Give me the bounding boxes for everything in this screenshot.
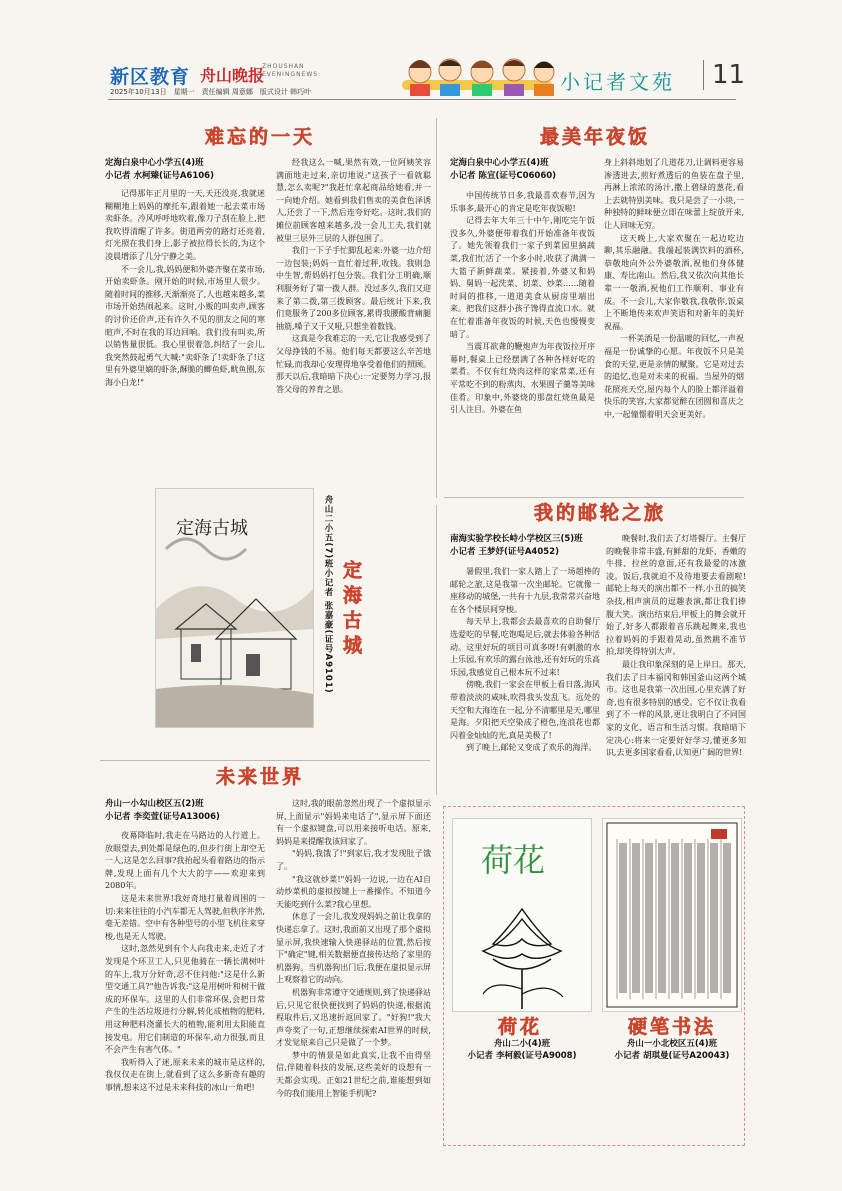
paragraph: 记得那年正月里的一天,天还没亮,我就迷糊糊地上妈妈的摩托车,跟着她一起去菜市场卖虾条。冷风呼呼地吹着,像刀子刮在脸上,把我吹得清醒了许多。街道两旁的路灯还亮着,灯光照在我们身上,影子被拉得长长的,为这个凌晨增添了几分宁静之美。 <box>105 189 265 261</box>
caption-school: 舟山一小北校区五(4)班 <box>626 1039 718 1049</box>
paragraph: 每天早上,我都会去最喜欢的自助餐厅选爱吃的早餐,吃饱喝足后,就去体验各种活动。这里好玩的项目可真多呀!有刺激的水上乐园,有欢乐的露台泳池,还有好玩的乐高乐园,我感觉自己根本玩不过来! <box>450 617 600 677</box>
column-divider <box>436 118 437 498</box>
artwork-caption: 舟山二小五(7)班小记者 张嘉豪(证号A9101) <box>323 495 333 694</box>
byline-author: 小记者 李奕萱(证号A13006) <box>105 812 220 822</box>
paragraph: 暑假里,我们一家人踏上了一场超棒的邮轮之旅,这是我第一次坐邮轮。它就像一座移动的城堡,一共有十九层,我常常兴奋地在各个楼层间穿梭。 <box>450 567 600 614</box>
lotus-illustration <box>453 819 591 1011</box>
paragraph: 这是未来世界!我好奇地打量着周围的一切:来来往往的小汽车都无人驾驶,但秩序井然,毫无差错。空中有各种型号的小型飞机往来穿梭,也是无人驾驶。 <box>105 893 265 941</box>
byline-school: 定海白泉中心小学五(4)班 <box>450 158 549 168</box>
partner-logo: 舟山晚报 <box>200 66 265 85</box>
lotus-handwritten-title: 荷花 <box>481 841 546 879</box>
byline-author: 小记者 陈宣(证号C06060) <box>450 171 557 181</box>
paragraph: 到了晚上,邮轮又变成了欢乐的海洋。 <box>466 743 597 753</box>
dateline: 2025年10月13日 星期一 责任编辑 周意娜 版式设计 韩巧叶 <box>110 88 312 96</box>
paragraph: 傍晚,我们一家会在甲板上看日落,海风带着淡淡的咸味,吹得我头发乱飞。远处的天空和大海连在一起,分不清哪里是天,哪里是海。夕阳把天空染成了橙色,连浪花也都闪着金灿灿的光,真是美极了! <box>450 680 600 740</box>
paragraph: 中国传统节日多,我最喜欢春节,因为乐事多,最开心的肯定是吃年夜饭啦! <box>450 191 595 213</box>
calligraphy-illustration <box>603 819 741 1011</box>
artwork-caption <box>598 1038 746 1062</box>
article-byline <box>105 798 270 824</box>
brand-title: 新区教育 <box>110 66 191 88</box>
paragraph: 这时,忽然见到有个人向我走来,走近了才发现是个环卫工人,只见他骑在一辆长满树叶的车上,我万分好奇,忍不住问他:"这是什么新型交通工具?"他告诉我:"这是用树叶和树干做成的环保车。这里的人们非常环保,会把日常产生的生活垃圾进行分解,转化成植物的肥料,用这种肥料浇灌长大的植物,能利用太阳能直接发电。用它们制造的环保车,动力很强,而且不会产生有害气体。" <box>105 944 265 1055</box>
sketch-illustration <box>156 489 313 727</box>
artwork-caption <box>452 1038 592 1062</box>
paragraph: 这真是令我难忘的一天,它让我感受到了父母挣钱的不易。他们每天都要这么辛苦地忙碌,而我却心安理得地享受着他们的照顾。那天以后,我暗暗下决心:一定要努力学习,报答父母的养育之恩。 <box>276 334 431 394</box>
header-rule <box>108 99 736 100</box>
article-column <box>276 798 431 1143</box>
paragraph: 梦中的情景是如此真实,让我不由得坚信,伴随着科技的发展,这些美好的设想有一天都会实现。正如21世纪之前,谁能想到如今的我们能用上智能手机呢? <box>276 1050 431 1098</box>
byline-school: 定海白泉中心小学五(4)班 <box>105 158 204 168</box>
section-title: 小记者文苑 <box>560 70 675 94</box>
paragraph: 这时,我的眼前忽然出现了一个虚拟显示屏,上面显示"妈妈来电话了",显示屏下面还有一个虚拟键盘,可以用来接听电话。原来,妈妈是来提醒我该回家了。 <box>276 799 431 846</box>
article-title: 难忘的一天 <box>204 126 315 148</box>
paragraph: "妈妈,我饿了!"到家后,我才发现肚子饿了。 <box>276 849 431 871</box>
paragraph: 最让我印象深刻的是上岸日。那天,我们去了日本福冈和韩国釜山这两个城市。这也是我第一次出国,心里充满了好奇,也有很多特别的感受。它不仅让我看到了不一样的风景,更让我明白了不同国家的文化、语言和生活习惯。我暗暗下定决心:将来一定要好好学习,懂更多知识,去更多国家看看,认知更广阔的世界! <box>606 659 746 758</box>
caption-school: 舟山二小(4)班 <box>493 1039 551 1049</box>
paragraph: 机器狗非常遵守交通规则,到了快递驿站后,只见它很快便找到了妈妈的快递,根据流程取件后,又迅速折返回家了。"好狗!"我大声夸奖了一句,正想继续探索AI世界的时候,才发觉原来自己只是做了一个梦。 <box>276 987 431 1048</box>
caption-author: 小记者 李柯毅(证号A9008) <box>467 1051 577 1061</box>
caption-author: 小记者 胡琪曼(证号A20043) <box>614 1051 730 1061</box>
page-number: 11 <box>703 60 745 90</box>
byline-author: 小记者 水柯臻(证号A6106) <box>105 171 214 181</box>
article-byline <box>450 533 615 559</box>
paragraph: "我这就炒菜!"妈妈一边说,一边在AI自动炒菜机的虚拟按键上一番操作。不知道今天能吃到什么菜?我心里想。 <box>276 874 431 909</box>
column-divider <box>436 505 437 795</box>
paragraph: 当震耳欲聋的鞭炮声为年夜饭拉开序幕时,餐桌上已经摆满了各种各样好吃的菜肴。不仅有红烧肉这样的家常菜,还有平常吃不到的粉蒸肉、水果圆子羹等美味佳肴。印象中,外婆烧的那盘红烧鱼最是引人注目。外婆在鱼 <box>450 342 595 415</box>
article-column <box>604 157 744 477</box>
paragraph: 这天晚上,大家欢聚在一起边吃边聊,其乐融融。我端起装满饮料的酒杯,恭敬地向外公外婆敬酒,祝他们身体健康、寿比南山。然后,我又依次向其他长辈一一敬酒,祝他们工作顺利、事业有成。不一会儿,大家你敬我,我敬你,饭桌上不断地传来欢声笑语和对新年的美好祝福。 <box>604 233 744 331</box>
partner-logo-en: ZHOUSHAN EVENINGNEWS <box>262 63 319 78</box>
artwork-title: 定海古城 <box>340 560 362 660</box>
paragraph: 记得去年大年三十中午,刚吃完午饭没多久,外婆便带着我们开始准备年夜饭了。她先领着我们一家子到菜园里摘蔬菜,我们忙活了一个多小时,收获了满满一大篮子新鲜蔬菜。紧接着,外婆又和妈妈、舅妈一起洗菜、切菜、炒菜……随着时间的推移,一道道美食从厨房里端出来。把我们这群小孩子馋得直流口水。就在忙着准备年夜饭的时候,天色也慢慢变暗了。 <box>450 216 595 339</box>
article-title: 未来世界 <box>215 766 304 788</box>
paragraph: 不一会儿,我,妈妈便和外婆齐聚在菜市场,开始卖虾条。刚开始的时候,市场里人很少。随着时间的推移,天渐渐亮了,人也越来越多,菜市场开始热闹起来。这时,小贩的叫卖声,顾客的讨价还价声,还有许久不见的朋友之间的寒暄声,不时在我的耳边回响。我们没有叫卖,所以销售量很低。我心里很着急,纠结了一会儿,我突然鼓起勇气大喊:"卖虾条了!卖虾条了!这里有外婆里嫡的虾条,酥脆的鲫鱼虾,鱿鱼圈,东海小白龙!" <box>105 264 265 387</box>
article-byline <box>450 157 595 183</box>
article-column <box>105 188 265 473</box>
byline-author: 小记者 王梦妤(证号A4052) <box>450 547 559 557</box>
paragraph: 一杯美酒是一份温暖的回忆,一声祝福是一份诚挚的心愿。年夜饭不只是美食的天堂,更是亲情的赋聚。它是对过去的追忆,也是对未来的祝福。当屋外的烟花照亮天空,屋内每个人的脸上都洋溢着快乐的笑容,大家都觉醉在团圆和喜庆之中,一起憧憬着明天会更美好。 <box>604 334 744 419</box>
artwork-title: 硬笔书法 <box>627 1016 716 1038</box>
byline-school: 舟山一小勾山校区五(2)班 <box>105 799 204 809</box>
sketch-handwritten-title: 定海古城 <box>176 518 248 539</box>
paragraph: 休息了一会儿,我发现妈妈之前让我拿的快递忘拿了。这时,我面前又出现了那个虚拟显示屏,我快速输入快递驿站的位置,然后按下"确定"键,相关数据便直接传达给了家里的机器狗。当机器狗出门后,我便在虚拟显示屏上观察着它的动向。 <box>276 912 431 985</box>
article-title: 最美年夜饭 <box>539 126 650 148</box>
paragraph: 晚餐时,我们去了灯塔餐厅。主餐厅的晚餐非常丰盛,有鲜甜的龙虾、香嫩的牛排、拉丝的意面,还有我最爱的冰激凌。饭后,我就迫不及待地要去看剧啦!邮轮上每天的演出都不一样,小丑的搞笑杂技,相声演员的逗趣表演,都让我们捧腹大笑。演出结束后,甲板上的舞会就开始了,好多人都跟着音乐跳起舞来,我也拉着妈妈的手跟着晃动,虽然跳不准节拍,却笑得特别大声。 <box>606 534 746 657</box>
paragraph: 经我这么一喊,果然有效,一位阿姨笑容满面地走过来,亲切地说:"这孩子一看就聪慧,怎么卖呢?"我赶忙拿起商品给她看,并一一向她介绍。她看到我们售卖的美食色泽诱人,还尝了一下,然后连夸好吃。这时,我们的摊位前顾客越来越多,没一会儿工夫,我们就被里三层外三层的人群包围了。 <box>276 158 431 243</box>
article-column <box>105 830 265 1140</box>
seal-stamp <box>711 829 727 839</box>
artwork-calligraphy <box>602 818 742 1012</box>
article-column <box>276 157 431 447</box>
paragraph: 我们一下子手忙脚乱起来:外婆一边介绍一边包装;妈妈一直忙着过秤,收钱。我则急中生智,帮妈妈打包分装。我们分工明确,顺利服务好了第一拨人群。没过多久,我们又迎来了第二拨,第三拨顾客。最后统计下来,我们竟服务了200多位顾客,累得我腰酸背痛腿抽筋,嗓子又干又哑,只想坐着数钱。 <box>276 246 431 331</box>
article-column <box>450 190 595 480</box>
article-column <box>606 533 746 798</box>
article-title: 我的邮轮之旅 <box>533 502 666 524</box>
paragraph: 我听得入了迷,原来未来的城市是这样的,我仅仅走在街上,就看到了这么多新奇有趣的事情,想来这不过是未来科技的冰山一角吧! <box>105 1057 265 1092</box>
paragraph: 夜幕降临时,我走在马路边的人行道上。放眼望去,到处都是绿色的,但步行街上却空无一人,这是怎么回事?我抬起头看着路边的指示牌,发现上面有几个大大的字——欢迎来到2080年。 <box>105 831 265 891</box>
kids-illustration <box>400 50 560 98</box>
artwork-lotus-drawing <box>452 818 592 1012</box>
artwork-title: 荷花 <box>497 1016 542 1038</box>
article-column <box>450 566 600 796</box>
artwork-dinghai-sketch <box>155 488 314 728</box>
byline-school: 南海实验学校长峙小学校区三(5)班 <box>450 534 583 544</box>
section-divider <box>100 760 430 761</box>
paragraph: 身上斜斜地划了几道花刀,让调料更容易渗透进去,煎好煮透后的鱼装在盘子里,再淋上浓浓的汤汁,撒上碧绿的葱花,看上去就特别美味。我只是尝了一小块,一种独特的鲜味便立即在味蕾上绽放开来,让人回味无穷。 <box>604 158 744 230</box>
article-byline <box>105 157 265 183</box>
